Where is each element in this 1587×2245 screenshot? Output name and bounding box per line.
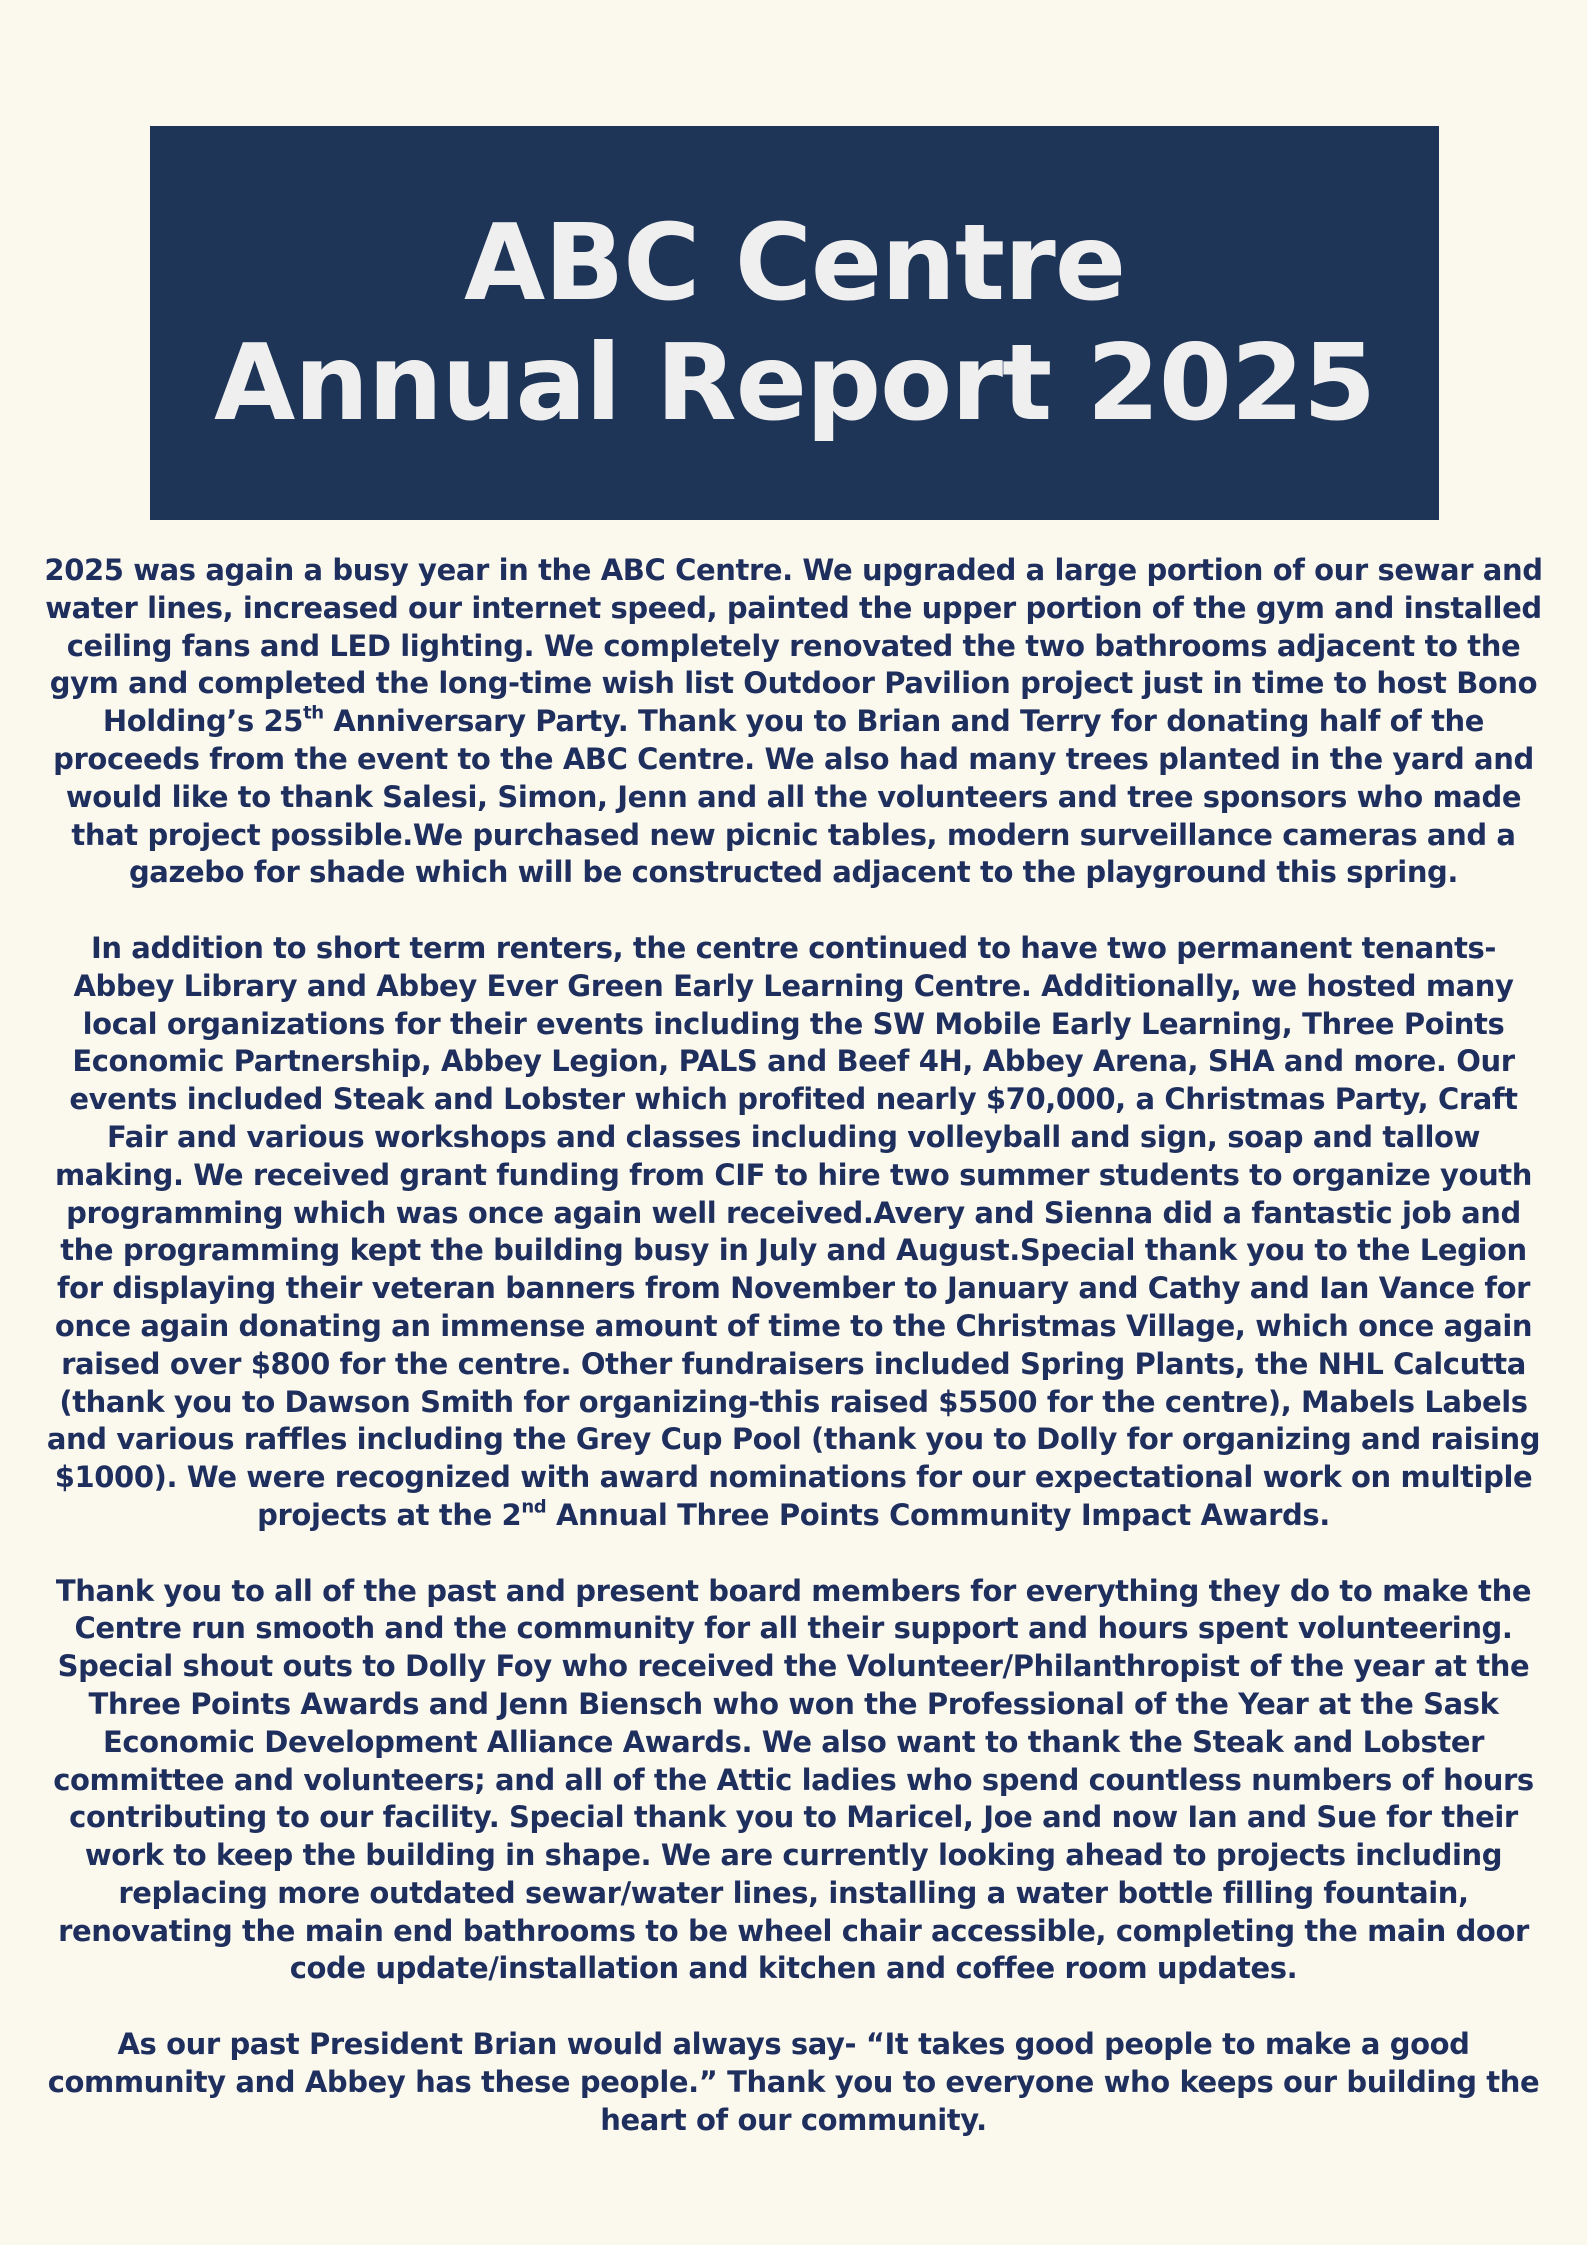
paragraph-projects-text-2: Anniversary Party. Thank you to Brian and Terry for donating half of the proceeds from the event to the ABC Centre. We also had many trees planted in the yard and would like to thank Salesi, Simon, Jenn and all the volunteers and tree sponsors who made that project possible.We purchased new picnic tables, modern surveillance cameras and a gazebo for shade which will be constructed adjacent to the playground this spring. (53, 704, 1534, 890)
paragraph-tenants-events-text-2: Annual Three Points Community Impact Awards. (546, 1497, 1330, 1532)
paragraph-projects-text-1: 2025 was again a busy year in the ABC Centre. We upgraded a large portion of our sewar and water lines, increased our internet speed, painted the upper portion of the gym and installed ceiling fans and LED lighting. We completely renovated the two bathrooms adjacent to the gym and completed the long-time wish list Outdoor Pavilion project just in time to host Bono Holding’s 25 (44, 553, 1543, 739)
report-body (40, 552, 1547, 2139)
paragraph-thanks: Thank you to all of the past and present board members for everything they do to make the Centre run smooth and the community for all their support and hours spent volunteering. Special shout outs to Dolly Foy who received the Volunteer/Philanthropist of the year at the Three Points Awards and Jenn Biensch who won the Professional of the Year at the Sask Economic Development Alliance Awards. We also want to thank the Steak and Lobster committee and volunteers; and all of the Attic ladies who spend countless numbers of hours contributing to our facility. Special thank you to Maricel, Joe and now Ian and Sue for their work to keep the building in shape. We are currently looking ahead to projects including replacing more outdated sewar/water lines, installing a water bottle filling fountain, renovating the main end bathrooms to be wheel chair accessible, completing the main door code update/installation and kitchen and coffee room updates. (53, 1573, 1534, 1986)
title-banner (150, 126, 1439, 520)
paragraph-closing-quote: As our past President Brian would always say- “It takes good people to make a good community and Abbey has these people.” Thank you to everyone who keeps our building the heart of our community. (47, 2027, 1540, 2137)
paragraph-tenants-events-text-1: In addition to short term renters, the centre continued to have two permanent tenants- Abbey Library and Abbey Ever Green Early Learning Centre. Additionally, we hosted many local organizations for their events including the SW Mobile Early Learning, Three Points Economic Partnership, Abbey Legion, PALS and Beef 4H, Abbey Arena, SHA and more. Our events included Steak and Lobster which profited nearly $70,000, a Christmas Party, Craft Fair and various workshops and classes including volleyball and sign, soap and tallow making. We received grant funding from CIF to hire two summer students to organize youth programming which was once again well received.Avery and Sienna did a fantastic job and the programming kept the building busy in July and August.Special thank you to the Legion for displaying their veteran banners from November to January and Cathy and Ian Vance for once again donating an immense amount of time to the Christmas Village, which once again raised over $800 for the centre. Other fundraisers included Spring Plants, the NHL Calcutta (thank you to Dawson Smith for organizing-this raised $5500 for the centre), Mabels Labels and various raffles including the Grey Cup Pool (thank you to Dolly for organizing and raising $1000). We were recognized with award nominations for our expectational work on multiple projects at the 2 (46, 930, 1541, 1532)
paragraph-tenants-events (40, 930, 1547, 1535)
title-line-1: ABC Centre (463, 202, 1126, 324)
ordinal-suffix: nd (521, 1496, 547, 1518)
paragraph-projects (40, 552, 1547, 892)
title-line-2: Annual Report 2025 (213, 322, 1376, 444)
ordinal-suffix: th (303, 702, 324, 724)
